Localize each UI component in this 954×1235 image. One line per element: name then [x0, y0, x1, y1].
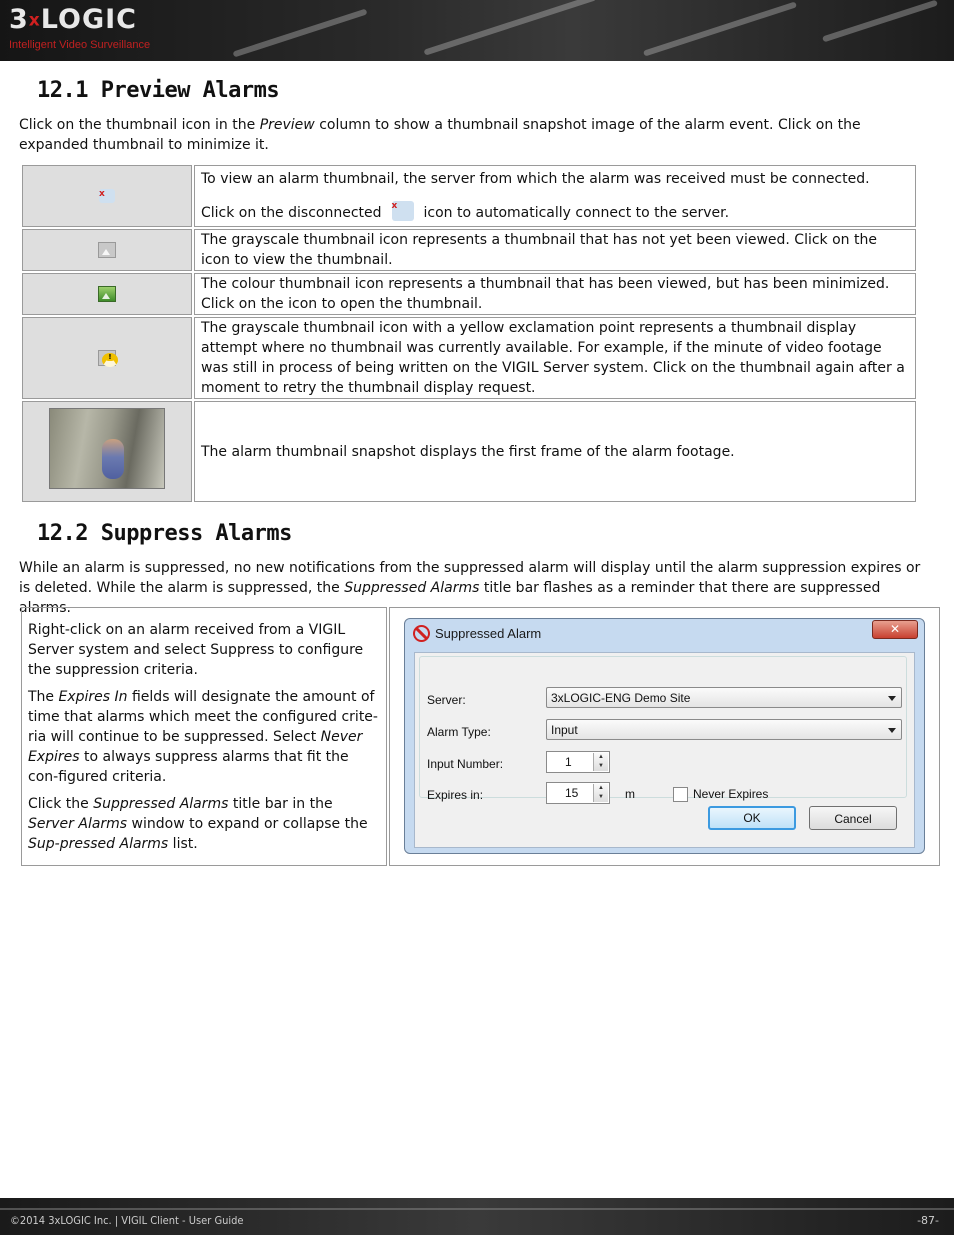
table-row	[22, 401, 916, 502]
table-row	[22, 229, 916, 271]
prohibited-icon	[413, 625, 430, 642]
close-button[interactable]: ✕	[872, 620, 918, 639]
suppressed-alarm-dialog	[404, 618, 925, 854]
expires-stepper[interactable]: 15 ▲ ▼	[546, 782, 610, 804]
thumbnail-warning-icon[interactable]	[98, 350, 116, 366]
description-cell: The alarm thumbnail snapshot displays the first frame of the alarm footage.	[194, 401, 916, 502]
disconnected-server-icon[interactable]	[99, 189, 115, 203]
colour-thumbnail-icon[interactable]	[98, 286, 116, 302]
instruction-paragraph: The Expires In fields will designate the amount of time that alarms which meet the configured crite-ria will continue to be suppressed. Select Never Expires to always suppress alarms that fit the con-figured criteria.	[28, 689, 378, 785]
description-cell: The colour thumbnail icon represents a thumbnail that has been viewed, but has been minimized. Click on the icon to open the thumbnail.	[194, 273, 916, 315]
description-cell: The grayscale thumbnail icon with a yellow exclamation point represents a thumbnail display attempt where no thumbnail was currently available. For example, if the minute of video footage was still in process of being written on the VIGIL Server system. Click on the thumbnail again after a moment to retry the thumbnail display request.	[194, 317, 916, 399]
table-row	[22, 165, 916, 227]
stepper-arrows[interactable]: ▲ ▼	[593, 753, 608, 771]
stepper-arrows[interactable]: ▲ ▼	[593, 784, 608, 802]
row-text: To view an alarm thumbnail, the server from which the alarm was received must be connected.	[201, 171, 870, 187]
footer-copyright: ©2014 3xLOGIC Inc. | VIGIL Client - User Guide	[10, 1214, 244, 1227]
instruction-paragraph: Right-click on an alarm received from a VIGIL Server system and select Suppress to configure the suppression criteria.	[28, 622, 364, 678]
alarm-type-label: Alarm Type:	[427, 725, 491, 739]
dialog-screenshot-frame	[389, 607, 940, 866]
description-cell	[194, 165, 916, 227]
person-figure	[102, 439, 124, 479]
chevron-down-icon	[888, 696, 896, 701]
icon-cell	[22, 229, 192, 271]
table-row	[22, 317, 916, 399]
dialog-body	[414, 652, 915, 848]
icon-cell	[22, 317, 192, 399]
section-title-suppress-alarms: 12.2 Suppress Alarms	[37, 521, 292, 546]
never-expires-checkbox[interactable]	[673, 787, 688, 802]
footer-rule	[0, 1208, 954, 1210]
cancel-button[interactable]: Cancel	[809, 806, 897, 830]
input-number-label: Input Number:	[427, 757, 504, 771]
never-expires-label: Never Expires	[693, 787, 769, 801]
expires-label: Expires in:	[427, 788, 484, 802]
chevron-down-icon	[888, 728, 896, 733]
banner-decoration	[232, 9, 367, 58]
icon-cell	[22, 401, 192, 502]
preview-icons-table	[20, 163, 918, 504]
icon-cell	[22, 165, 192, 227]
alarm-type-select[interactable]: Input	[546, 719, 902, 740]
alarm-snapshot-image[interactable]	[49, 408, 165, 489]
section-intro-preview: Click on the thumbnail icon in the Preview column to show a thumbnail snapshot image of the alarm event. Click on the expanded thumbnail to minimize it.	[19, 117, 861, 153]
criteria-group	[419, 656, 907, 802]
disconnected-server-icon[interactable]	[392, 201, 414, 221]
banner-decoration	[423, 0, 596, 56]
server-label: Server:	[427, 693, 466, 707]
instruction-paragraph: Click the Suppressed Alarms title bar in the Server Alarms window to expand or collapse the Sup-pressed Alarms list.	[28, 796, 368, 852]
description-cell: The grayscale thumbnail icon represents a thumbnail that has not yet been viewed. Click on the icon to view the thumbnail.	[194, 229, 916, 271]
section-intro-suppress: While an alarm is suppressed, no new notifications from the suppressed alarm will display until the alarm suppression expires or is deleted. While the alarm is suppressed, the Suppressed Alarms title bar flashes as a reminder that there are suppressed alarms.	[19, 560, 921, 616]
page-number: -87-	[917, 1214, 939, 1227]
ok-button[interactable]: OK	[708, 806, 796, 830]
header-banner	[0, 0, 954, 61]
grayscale-thumbnail-icon[interactable]	[98, 242, 116, 258]
page-footer	[0, 1198, 954, 1235]
section-title-preview-alarms: 12.1 Preview Alarms	[37, 78, 280, 103]
company-logo: 3xLOGIC	[9, 4, 137, 35]
logo-tagline: Intelligent Video Surveillance	[9, 39, 151, 51]
row-text: Click on the disconnectedx icon to automatically connect to the server.	[201, 201, 909, 223]
banner-decoration	[822, 0, 938, 42]
server-select[interactable]: 3xLOGIC-ENG Demo Site	[546, 687, 902, 708]
banner-decoration	[643, 1, 797, 56]
expires-unit: m	[625, 787, 635, 801]
icon-cell	[22, 273, 192, 315]
dialog-title: Suppressed Alarm	[435, 626, 542, 641]
suppress-instructions	[21, 607, 387, 866]
table-row	[22, 273, 916, 315]
input-number-stepper[interactable]: 1 ▲ ▼	[546, 751, 610, 773]
